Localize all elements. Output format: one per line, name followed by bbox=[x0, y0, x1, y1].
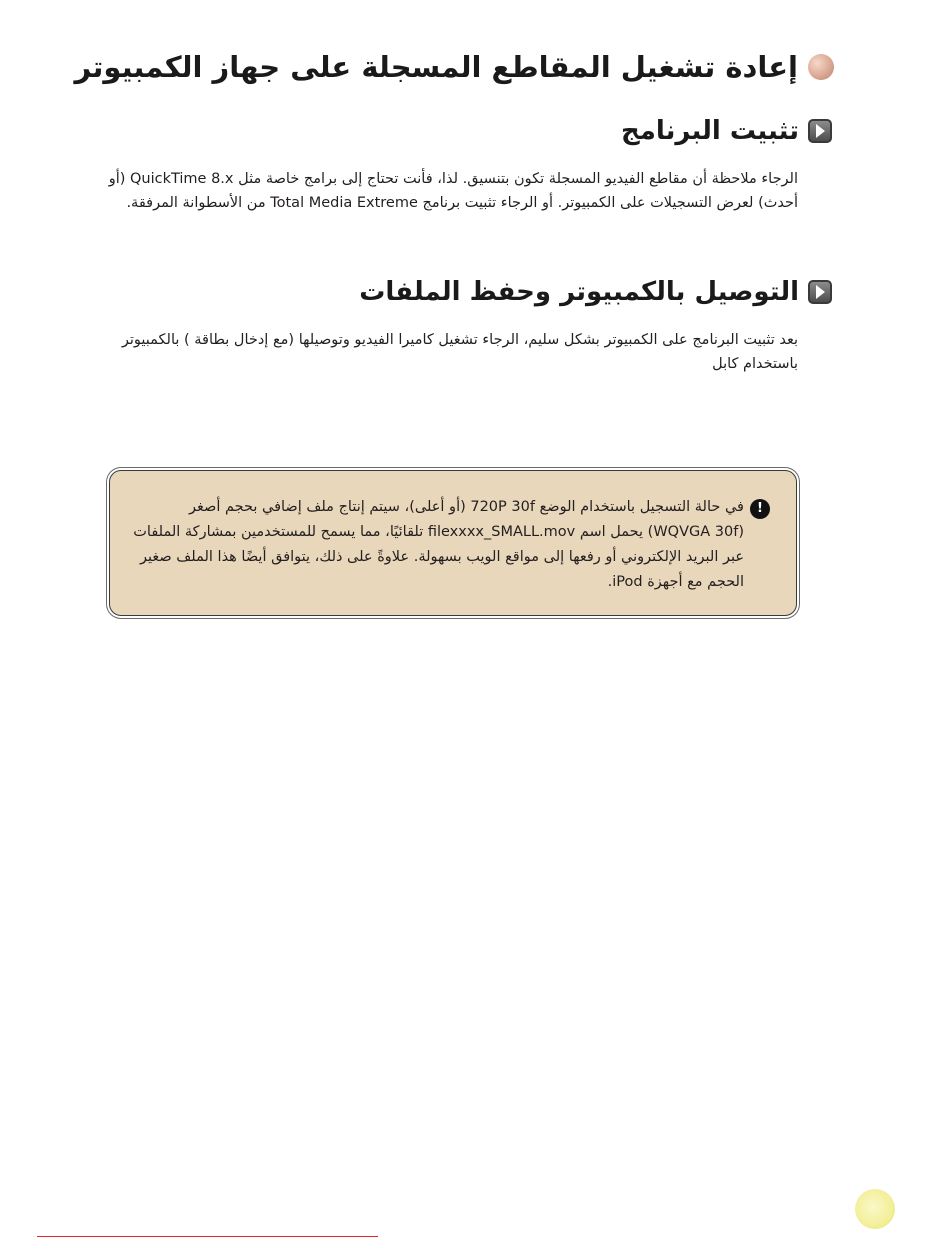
section-heading-connect bbox=[359, 277, 832, 307]
arrow-bullet-icon bbox=[808, 280, 832, 304]
circle-bullet-icon bbox=[808, 54, 834, 80]
note-line: عبر البريد الإلكتروني أو رفعها إلى مواقع الويب بسهولة. علاوةً على ذلك، يتوافق أيضًا هذا الملف صغير bbox=[140, 549, 744, 565]
section-heading-install bbox=[621, 116, 832, 146]
note-text bbox=[124, 495, 744, 595]
arrow-bullet-icon bbox=[808, 119, 832, 143]
main-heading bbox=[74, 50, 834, 84]
paragraph-line: بعد تثبيت البرنامج على الكمبيوتر بشكل سليم، الرجاء تشغيل كاميرا الفيديو وتوصيلها (مع إدخال بطاقة ) بالكمبيوتر bbox=[121, 332, 798, 348]
note-line: الحجم مع أجهزة iPod. bbox=[607, 574, 744, 590]
exclamation-icon: ! bbox=[750, 499, 770, 519]
note-line: (WQVGA 30f) يحمل اسم filexxxx_SMALL.mov تلقائيًا، مما يسمح للمستخدمين بمشاركة الملفات bbox=[133, 524, 744, 540]
page-marker-circle bbox=[855, 1189, 895, 1229]
section-title-install: تثبيت البرنامج bbox=[620, 116, 799, 146]
paragraph-line: باستخدام كابل bbox=[712, 356, 798, 372]
footer-rule bbox=[37, 1236, 378, 1237]
paragraph-line: الرجاء ملاحظة أن مقاطع الفيديو المسجلة تكون بتنسيق. لذا، فأنت تحتاج إلى برامج خاصة مثل QuickTime 8.x (أو bbox=[108, 171, 798, 187]
section-title-connect: التوصيل بالكمبيوتر وحفظ الملفات bbox=[359, 277, 799, 307]
note-box bbox=[109, 470, 797, 616]
page-title: إعادة تشغيل المقاطع المسجلة على جهاز الكمبيوتر bbox=[74, 50, 798, 84]
note-line: في حالة التسجيل باستخدام الوضع 720P 30f (أو أعلى)، سيتم إنتاج ملف إضافي بحجم أصغر bbox=[189, 499, 744, 515]
paragraph-line: أحدث) لعرض التسجيلات على الكمبيوتر. أو الرجاء تثبيت برنامج Total Media Extreme من الأسطوانة المرفقة. bbox=[126, 195, 798, 211]
connect-paragraph bbox=[73, 328, 798, 376]
install-paragraph bbox=[73, 167, 798, 215]
